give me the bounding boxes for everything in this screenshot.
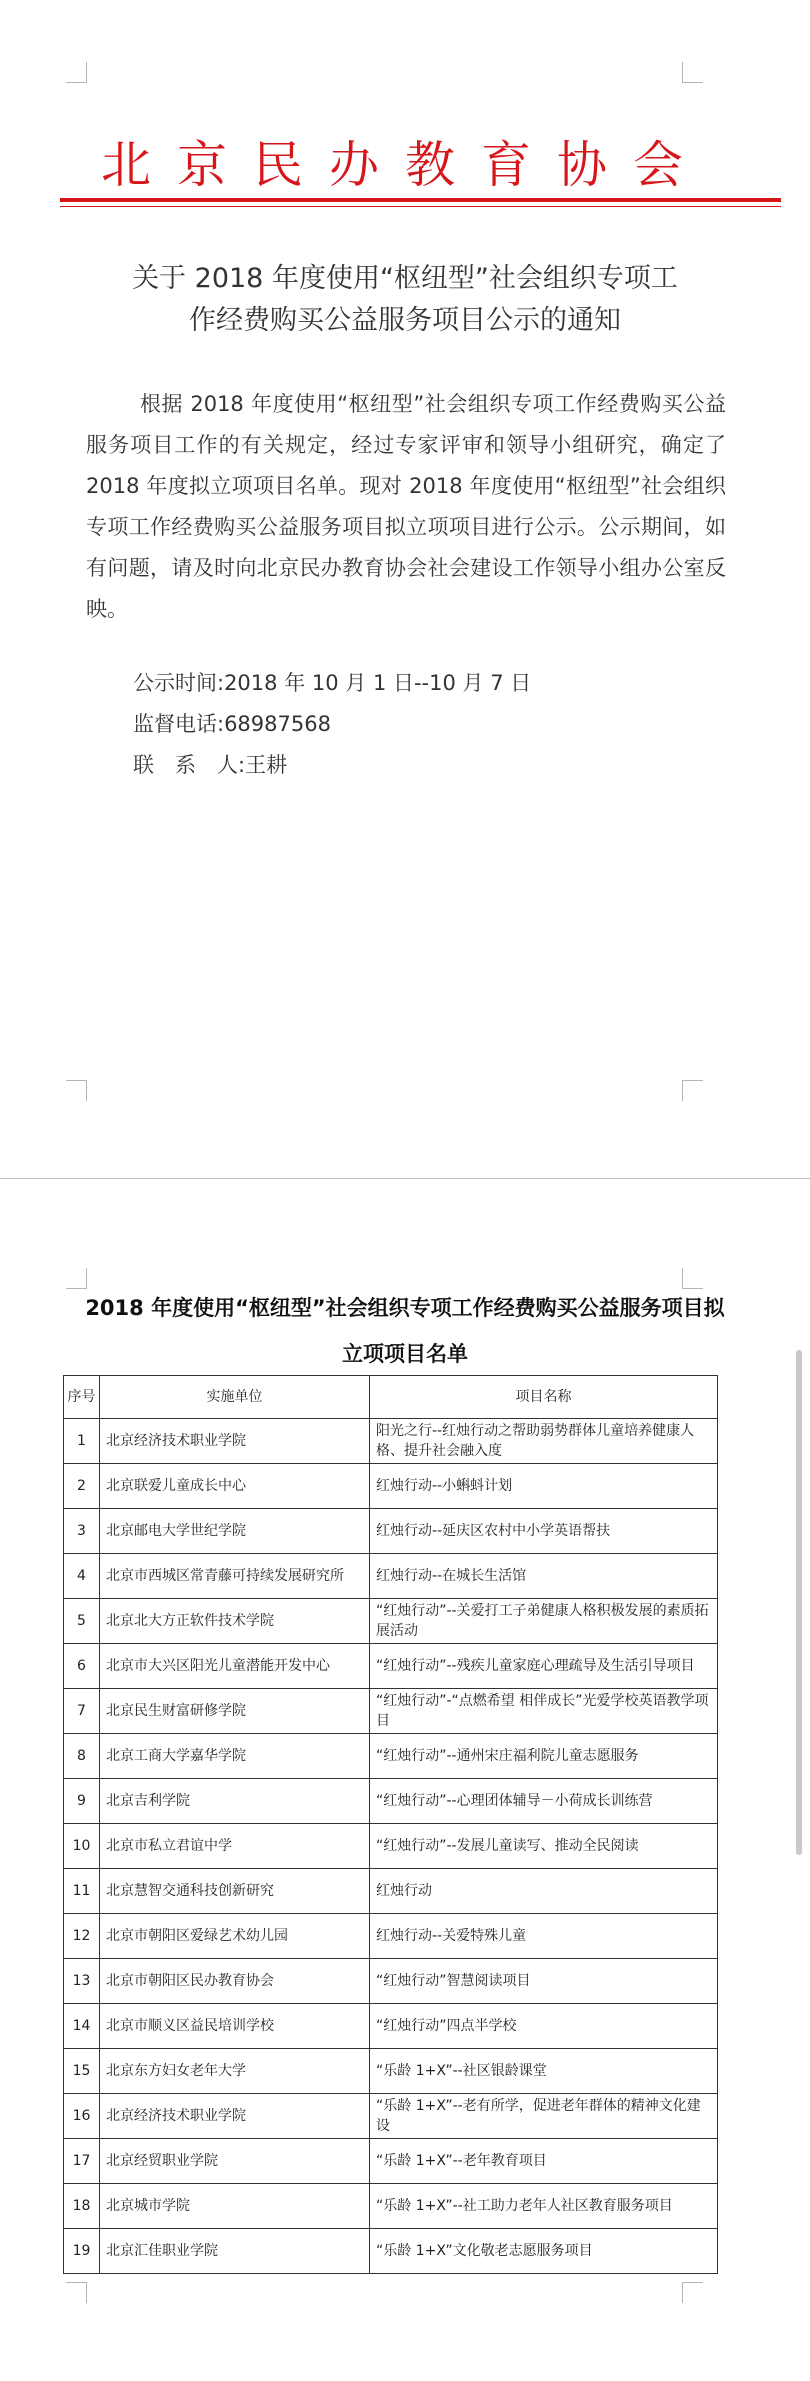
row-organization: 北京邮电大学世纪学院 [100,1509,370,1554]
row-organization: 北京东方妇女老年大学 [100,2049,370,2094]
project-list-title [60,1285,750,1377]
row-organization: 北京民生财富研修学院 [100,1689,370,1734]
row-organization: 北京市顺义区益民培训学校 [100,2004,370,2049]
row-number: 1 [64,1419,100,1464]
row-number: 12 [64,1914,100,1959]
row-project: “乐龄 1+X”--社区银龄课堂 [370,2049,718,2094]
row-organization: 北京市朝阳区民办教育协会 [100,1959,370,2004]
row-organization: 北京市私立君谊中学 [100,1824,370,1869]
row-number: 14 [64,2004,100,2049]
project-list-title-line-1: 2018 年度使用“枢纽型”社会组织专项工作经费购买公益服务项目拟 [85,1296,725,1320]
table-row [64,1599,718,1644]
row-number: 16 [64,2094,100,2139]
row-number: 17 [64,2139,100,2184]
crop-mark-top-left [66,62,87,83]
publicity-period: 公示时间:2018 年 10 月 1 日--10 月 7 日 [133,671,532,695]
table-row [64,1464,718,1509]
row-number: 3 [64,1509,100,1554]
row-project: 阳光之行--红烛行动之帮助弱势群体儿童培养健康人格、提升社会融入度 [370,1419,718,1464]
row-organization: 北京市朝阳区爱绿艺术幼儿园 [100,1914,370,1959]
table-row [64,1644,718,1689]
row-number: 9 [64,1779,100,1824]
row-organization: 北京慧智交通科技创新研究 [100,1869,370,1914]
row-organization: 北京市大兴区阳光儿童潜能开发中心 [100,1644,370,1689]
row-organization: 北京经济技术职业学院 [100,2094,370,2139]
row-organization: 北京经贸职业学院 [100,2139,370,2184]
row-number: 15 [64,2049,100,2094]
table-row [64,2049,718,2094]
row-project: “红烛行动”--关爱打工子弟健康人格积极发展的素质拓展活动 [370,1599,718,1644]
crop-mark-bottom-right [682,2282,703,2303]
row-organization: 北京北大方正软件技术学院 [100,1599,370,1644]
crop-mark-top-right [682,62,703,83]
row-project: 红烛行动--小蝌蚪计划 [370,1464,718,1509]
table-row [64,2139,718,2184]
project-list-title-line-2: 立项项目名单 [342,1342,468,1366]
table-row [64,1734,718,1779]
crop-mark-bottom-left [66,2282,87,2303]
row-project: “红烛行动”--心理团体辅导－小荷成长训练营 [370,1779,718,1824]
row-number: 6 [64,1644,100,1689]
row-organization: 北京市西城区常青藤可持续发展研究所 [100,1554,370,1599]
notice-body-paragraph: 根据 2018 年度使用“枢纽型”社会组织专项工作经费购买公益服务项目工作的有关规定，经过专家评审和领导小组研究，确定了 2018 年度拟立项项目名单。现对 2018 年度使用“枢纽型”社会组织专项工作经费购买公益服务项目拟立项项目进行公示。公示期间，如有问题，请及时向北京民办教育协会社会建设工作领导小组办公室反映。 [86,392,726,621]
row-project: 红烛行动 [370,1869,718,1914]
letterhead-red-rule [60,198,781,202]
header-number: 序号 [64,1376,100,1419]
table-row [64,2229,718,2274]
header-project: 项目名称 [370,1376,718,1419]
row-project: 红烛行动--延庆区农村中小学英语帮扶 [370,1509,718,1554]
table-row [64,1914,718,1959]
row-number: 7 [64,1689,100,1734]
row-number: 13 [64,1959,100,2004]
row-project: “红烛行动”--残疾儿童家庭心理疏导及生活引导项目 [370,1644,718,1689]
row-number: 19 [64,2229,100,2274]
table-row [64,1554,718,1599]
row-number: 8 [64,1734,100,1779]
project-list-table [63,1375,718,2274]
row-number: 18 [64,2184,100,2229]
row-number: 11 [64,1869,100,1914]
row-project: 红烛行动--在城长生活馆 [370,1554,718,1599]
crop-mark-bottom-right [682,1080,703,1101]
row-number: 5 [64,1599,100,1644]
row-project: “乐龄 1+X”文化敬老志愿服务项目 [370,2229,718,2274]
table-row [64,1779,718,1824]
table-row [64,1959,718,2004]
row-organization: 北京吉利学院 [100,1779,370,1824]
row-project: “红烛行动”-“点燃希望 相伴成长”光爱学校英语教学项目 [370,1689,718,1734]
page-divider [0,1178,810,1179]
row-project: 红烛行动--关爱特殊儿童 [370,1914,718,1959]
row-organization: 北京汇佳职业学院 [100,2229,370,2274]
row-project: “乐龄 1+X”--社工助力老年人社区教育服务项目 [370,2184,718,2229]
row-project: “红烛行动”--通州宋庄福利院儿童志愿服务 [370,1734,718,1779]
table-row [64,2094,718,2139]
header-organization: 实施单位 [100,1376,370,1419]
table-row [64,1509,718,1554]
crop-mark-bottom-left [66,1080,87,1101]
table-row [64,2004,718,2049]
row-organization: 北京经济技术职业学院 [100,1419,370,1464]
row-project: “乐龄 1+X”--老有所学，促进老年群体的精神文化建设 [370,2094,718,2139]
row-project: “乐龄 1+X”--老年教育项目 [370,2139,718,2184]
vertical-scrollbar[interactable] [796,1350,802,1855]
notice-title [80,258,730,342]
organization-letterhead-title: 北京民办教育协会 [101,136,709,194]
row-organization: 北京工商大学嘉华学院 [100,1734,370,1779]
row-number: 2 [64,1464,100,1509]
notice-title-line-2: 作经费购买公益服务项目公示的通知 [189,305,621,336]
document-page-1 [0,0,810,1178]
table-header-row [64,1376,718,1419]
table-row [64,2184,718,2229]
table-row [64,1419,718,1464]
row-organization: 北京城市学院 [100,2184,370,2229]
row-number: 10 [64,1824,100,1869]
row-project: “红烛行动”四点半学校 [370,2004,718,2049]
table-row [64,1869,718,1914]
table-row [64,1689,718,1734]
row-organization: 北京联爱儿童成长中心 [100,1464,370,1509]
contact-person: 联 系 人:王耕 [133,753,288,777]
letterhead-red-rule-thin [60,206,781,207]
row-project: “红烛行动”智慧阅读项目 [370,1959,718,2004]
row-project: “红烛行动”--发展儿童读写、推动全民阅读 [370,1824,718,1869]
supervision-phone: 监督电话:68987568 [133,712,331,736]
table-row [64,1824,718,1869]
notice-title-line-1: 关于 2018 年度使用“枢纽型”社会组织专项工 [132,263,678,294]
row-number: 4 [64,1554,100,1599]
